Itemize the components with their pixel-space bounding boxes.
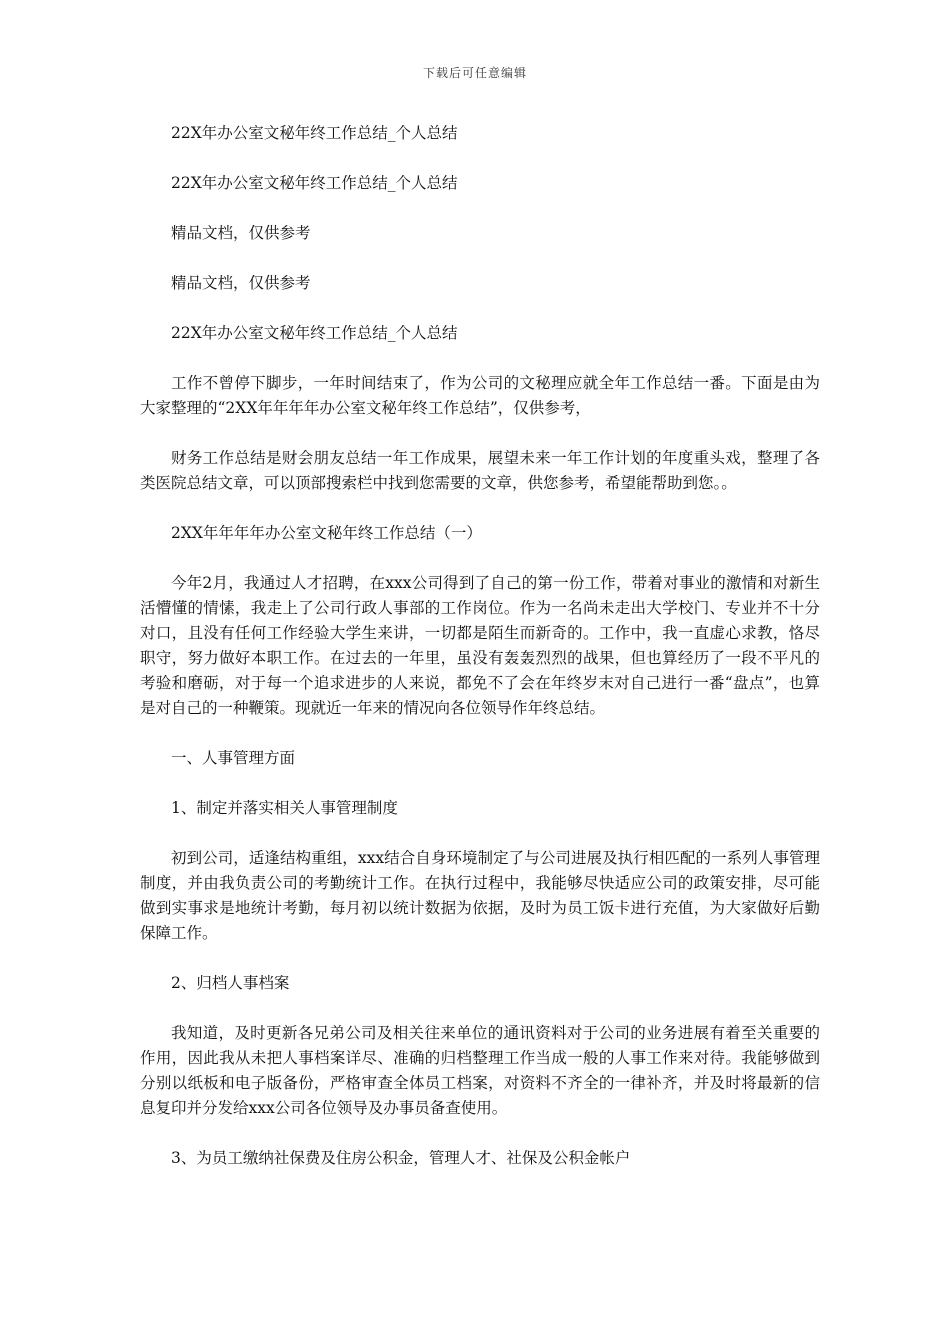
header-note: 下载后可任意编辑: [422, 66, 527, 80]
body-paragraph: 我知道，及时更新各兄弟公司及相关往来单位的通讯资料对于公司的业务进展有着至关重要的作用，因此我从未把人事档案详尽、准确的归档整理工作当成一般的人事工作来对待。我能够做到分别以纸板和电子版备份，严格审查全体员工档案，对资料不齐全的一律补齐，并及时将最新的信息复印并分发给xxx公司各位领导及办事员备查使用。: [140, 1024, 820, 1117]
intro-paragraph: 工作不曾停下脚步，一年时间结束了，作为公司的文秘理应就全年工作总结一番。下面是由为大家整理的“2XX年年年年办公室文秘年终工作总结”，仅供参考，: [140, 374, 820, 417]
notice-line: 精品文档，仅供参考: [171, 224, 311, 242]
section-heading: 一、人事管理方面: [171, 749, 296, 767]
document-body: [140, 121, 820, 1171]
title-line: 22X年办公室文秘年终工作总结_个人总结: [171, 124, 458, 142]
subsection-heading: 1、制定并落实相关人事管理制度: [171, 799, 398, 817]
title-line: 22X年办公室文秘年终工作总结_个人总结: [171, 324, 458, 342]
title-line: 22X年办公室文秘年终工作总结_个人总结: [171, 174, 458, 192]
subsection-heading: 3、为员工缴纳社保费及住房公积金，管理人才、社保及公积金帐户: [171, 1149, 631, 1167]
section-title: 2XX年年年年办公室文秘年终工作总结（一）: [171, 524, 482, 542]
notice-line: 精品文档，仅供参考: [171, 274, 311, 292]
subsection-heading: 2、归档人事档案: [171, 974, 290, 992]
body-paragraph: 初到公司，适逢结构重组，xxx结合自身环境制定了与公司进展及执行相匹配的一系列人事管理制度，并由我负责公司的考勤统计工作。在执行过程中，我能够尽快适应公司的政策安排，尽可能做到实事求是地统计考勤，每月初以统计数据为依据，及时为员工饭卡进行充值，为大家做好后勤保障工作。: [140, 849, 820, 942]
intro-paragraph: 财务工作总结是财会朋友总结一年工作成果，展望未来一年工作计划的年度重头戏，整理了各类医院总结文章，可以顶部搜索栏中找到您需要的文章，供您参考，希望能帮助到您。。: [140, 449, 820, 492]
body-paragraph: 今年2月，我通过人才招聘，在xxx公司得到了自己的第一份工作，带着对事业的激情和对新生活懵懂的情愫，我走上了公司行政人事部的工作岗位。作为一名尚未走出大学校门、专业并不十分对口，且没有任何工作经验大学生来讲，一切都是陌生而新奇的。工作中，我一直虚心求教，恪尽职守，努力做好本职工作。在过去的一年里，虽没有轰轰烈烈的战果，但也算经历了一段不平凡的考验和磨砺，对于每一个追求进步的人来说，都免不了会在年终岁末对自己进行一番“盘点”，也算是对自己的一种鞭策。现就近一年来的情况向各位领导作年终总结。: [140, 574, 820, 717]
